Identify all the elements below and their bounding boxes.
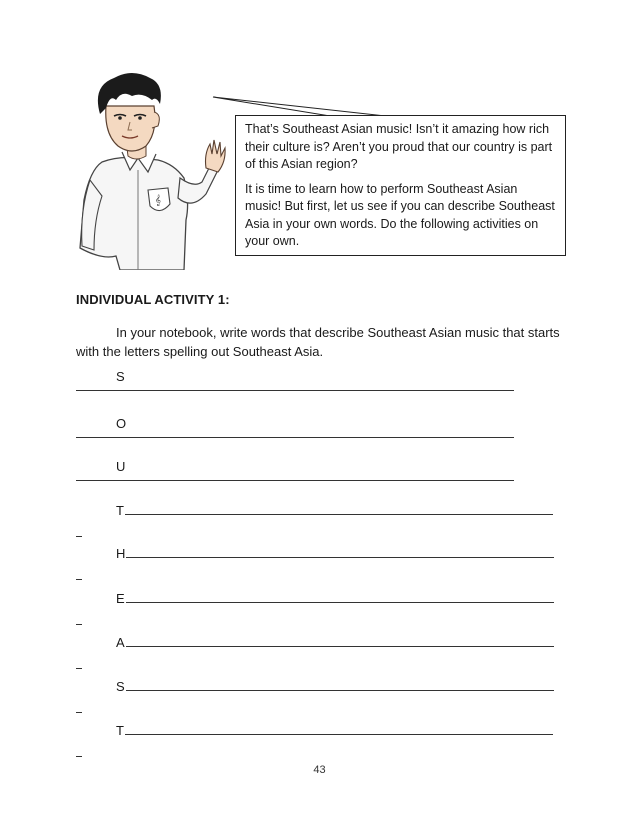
acrostic-letter: U <box>116 459 126 474</box>
answer-line[interactable] <box>126 646 554 647</box>
acrostic-item <box>76 722 566 757</box>
speech-bubble <box>235 115 566 256</box>
page-number: 43 <box>313 764 326 776</box>
acrostic-item <box>76 678 566 713</box>
answer-line[interactable] <box>125 734 553 735</box>
student-illustration <box>72 70 230 270</box>
answer-line-tail <box>76 579 82 580</box>
answer-line[interactable] <box>126 602 554 603</box>
speech-paragraph-1: That’s Southeast Asian music! Isn’t it amazing how rich their culture is? Aren’t you proud that our country is part of this Asian region? <box>245 122 553 171</box>
acrostic-item <box>76 634 566 669</box>
acrostic-letter: S <box>116 369 125 384</box>
answer-line-tail <box>76 756 82 757</box>
answer-line[interactable] <box>76 480 514 481</box>
answer-line[interactable] <box>76 390 514 391</box>
svg-text:𝄞: 𝄞 <box>155 195 161 206</box>
answer-line-tail <box>76 536 82 537</box>
acrostic-letter: T <box>116 723 124 738</box>
answer-line[interactable] <box>126 557 554 558</box>
acrostic-letter: A <box>116 635 125 650</box>
acrostic-item <box>76 368 566 391</box>
answer-line-tail <box>76 668 82 669</box>
answer-line-tail <box>76 624 82 625</box>
acrostic-letter: T <box>116 503 124 518</box>
acrostic-item <box>76 458 566 481</box>
answer-line[interactable] <box>76 437 514 438</box>
acrostic-letter: H <box>116 546 126 561</box>
acrostic-item <box>76 590 566 625</box>
acrostic-item <box>76 545 566 580</box>
activity-heading: INDIVIDUAL ACTIVITY 1: <box>76 292 230 307</box>
activity-instructions: In your notebook, write words that describe Southeast Asian music that starts with the letters spelling out Southeast Asia. <box>76 325 560 359</box>
acrostic-letter: O <box>116 416 127 431</box>
acrostic-item <box>76 502 566 537</box>
answer-line-tail <box>76 712 82 713</box>
speech-paragraph-2: It is time to learn how to perform Southeast Asian music! But first, let us see if you can describe Southeast Asia in your own words. Do the following activities on your own. <box>245 181 555 248</box>
acrostic-letter: S <box>116 679 125 694</box>
acrostic-letter: E <box>116 591 125 606</box>
acrostic-item <box>76 415 566 438</box>
answer-line[interactable] <box>126 690 554 691</box>
answer-line[interactable] <box>125 514 553 515</box>
